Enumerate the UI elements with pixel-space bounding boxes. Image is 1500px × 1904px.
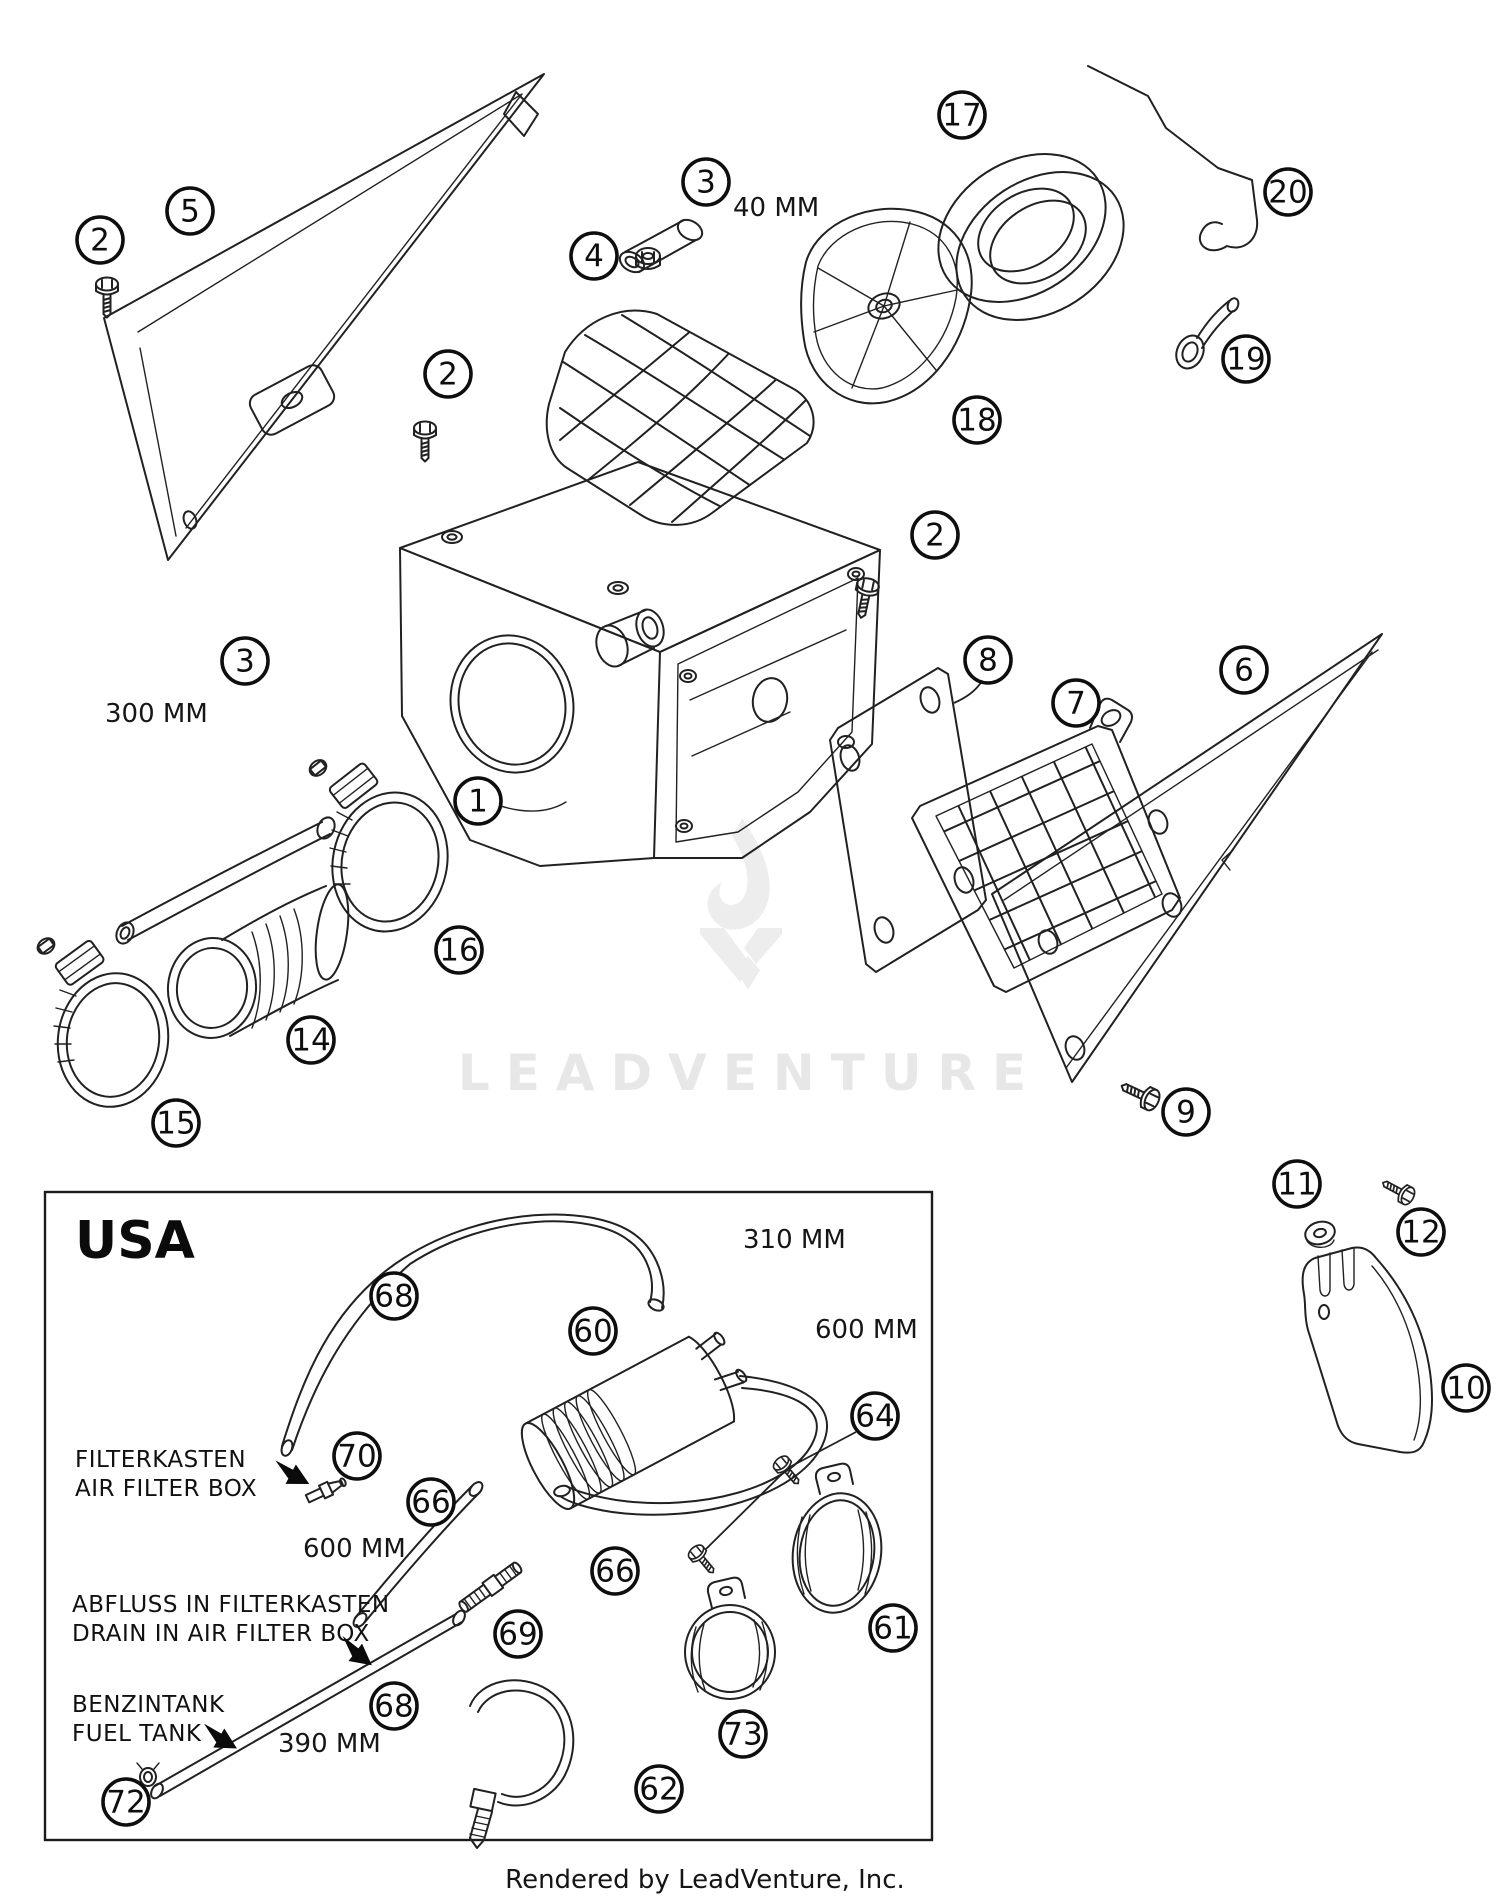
callout-18[interactable] [954,397,1000,443]
rendered-by-footer: Rendered by LeadVenture, Inc. [505,1865,905,1895]
callout-2-number[interactable]: 2 [438,356,458,393]
callout-66[interactable] [408,1479,454,1525]
screw-2-right [850,576,880,620]
dimension-label: 600 MM [303,1534,406,1564]
callout-73-number[interactable]: 73 [723,1716,763,1753]
callout-69[interactable] [495,1611,541,1657]
callout-4-number[interactable]: 4 [584,238,604,275]
pointer-arrow-icon [268,1455,315,1494]
callout-8[interactable] [965,637,1011,683]
hose-300mm [113,815,338,947]
hose-clamp-15 [35,935,177,1114]
dimension-label: 300 MM [105,699,208,729]
screw-2-middle [414,422,436,462]
callout-66-number[interactable]: 66 [595,1553,635,1590]
callout-17-number[interactable]: 17 [942,97,982,134]
watermark-brand-text: LEADVENTURE [457,1044,1043,1102]
leadventure-flame-icon [700,818,782,990]
callout-16[interactable] [436,927,482,973]
callout-19-number[interactable]: 19 [1226,341,1266,378]
canister-60 [512,1321,762,1515]
callout-5-number[interactable]: 5 [180,193,200,230]
callout-10[interactable] [1443,1365,1489,1411]
callout-69-number[interactable]: 69 [498,1616,538,1653]
callout-3-number[interactable]: 3 [235,643,255,680]
callout-73[interactable] [720,1711,766,1757]
callout-66-number[interactable]: 66 [411,1484,451,1521]
callout-68-number[interactable]: 68 [374,1278,414,1315]
seat [547,311,814,525]
callout-11[interactable] [1274,1161,1320,1207]
callout-10-number[interactable]: 10 [1446,1370,1486,1407]
callout-61[interactable] [870,1605,916,1651]
callout-2-number[interactable]: 2 [925,517,945,554]
clamp-61 [785,1464,889,1619]
leadventure-watermark [458,818,1042,1102]
callout-3[interactable] [683,159,729,205]
callout-1-number[interactable]: 1 [468,783,488,820]
callout-14-number[interactable]: 14 [291,1022,331,1059]
callout-3-number[interactable]: 3 [696,164,716,201]
callout-62[interactable] [636,1766,682,1812]
callout-72[interactable] [103,1779,149,1825]
callout-16-number[interactable]: 16 [439,932,479,969]
callout-20-number[interactable]: 20 [1268,174,1308,211]
side-panel-right-6 [992,634,1382,1082]
callout-12-number[interactable]: 12 [1401,1214,1441,1251]
label-air-filter-box-line-1: FILTERKASTEN [75,1447,247,1473]
callout-68[interactable] [371,1273,417,1319]
usa-box-label: USA [75,1211,195,1271]
dimension-label: 40 MM [733,193,820,223]
callout-7-number[interactable]: 7 [1066,685,1086,722]
leader-callout-64 [706,1432,856,1549]
callout-68[interactable] [371,1683,417,1729]
screw-12 [1378,1174,1417,1206]
callout-72-number[interactable]: 72 [106,1784,146,1821]
callout-2[interactable] [425,351,471,397]
screw-9 [1117,1076,1163,1113]
callout-18-number[interactable]: 18 [957,402,997,439]
callout-6[interactable] [1221,647,1267,693]
clamp-73 [685,1578,775,1699]
callout-5[interactable] [167,188,213,234]
label-fuel-tank-line-2: FUEL TANK [72,1721,202,1747]
callout-64[interactable] [852,1393,898,1439]
leader-callout-8 [954,681,982,703]
callout-9[interactable] [1163,1089,1209,1135]
fitting-69 [457,1560,525,1615]
hose-clamp-16 [307,757,461,942]
callout-4[interactable] [571,233,617,279]
callout-14[interactable] [288,1017,334,1063]
label-fuel-tank-line-1: BENZINTANK [72,1692,225,1718]
callout-9-number[interactable]: 9 [1176,1094,1196,1131]
callout-2-number[interactable]: 2 [90,222,110,259]
label-air-filter-box [75,1447,314,1502]
callout-6-number[interactable]: 6 [1234,652,1254,689]
callout-70[interactable] [334,1433,380,1479]
dimension-label: 310 MM [743,1225,846,1255]
screw-64-left [686,1542,720,1578]
label-fuel-tank [72,1692,242,1758]
callout-60[interactable] [570,1308,616,1354]
callout-64-number[interactable]: 64 [855,1398,895,1435]
callout-2[interactable] [77,217,123,263]
callout-12[interactable] [1398,1209,1444,1255]
callout-62-number[interactable]: 62 [639,1771,679,1808]
label-drain-in-air-filter-box-line-2: DRAIN IN AIR FILTER BOX [72,1621,370,1647]
dimension-label: 600 MM [815,1315,918,1345]
callout-20[interactable] [1265,169,1311,215]
grid-panel-7 [912,699,1216,1008]
callout-17[interactable] [939,92,985,138]
callout-15[interactable] [153,1100,199,1146]
callout-68-number[interactable]: 68 [374,1688,414,1725]
air-filter-17 [911,124,1152,351]
callout-11-number[interactable]: 11 [1277,1166,1317,1203]
callout-60-number[interactable]: 60 [573,1313,613,1350]
fitting-70 [305,1475,349,1505]
callout-15-number[interactable]: 15 [156,1105,196,1142]
callout-7[interactable] [1053,680,1099,726]
callout-3[interactable] [222,638,268,684]
callout-19[interactable] [1223,336,1269,382]
callout-66[interactable] [592,1548,638,1594]
dimension-label: 390 MM [278,1729,381,1759]
bushing-40mm [616,216,706,277]
label-drain-in-air-filter-box-line-1: ABFLUSS IN FILTERKASTEN [72,1592,390,1618]
washer-11 [1303,1218,1338,1247]
callout-1[interactable] [455,778,501,824]
label-drain-in-air-filter-box [72,1592,390,1674]
mud-flap-10 [1303,1247,1432,1452]
callout-2[interactable] [912,512,958,558]
callout-8-number[interactable]: 8 [978,642,998,679]
filter-cage-18 [801,209,972,404]
side-panel-left [104,74,544,560]
callout-61-number[interactable]: 61 [873,1610,913,1647]
callout-70-number[interactable]: 70 [337,1438,377,1475]
label-air-filter-box-line-2: AIR FILTER BOX [75,1476,258,1502]
cable-tie-62 [470,1680,573,1848]
wire-holder-20 [1088,66,1257,250]
